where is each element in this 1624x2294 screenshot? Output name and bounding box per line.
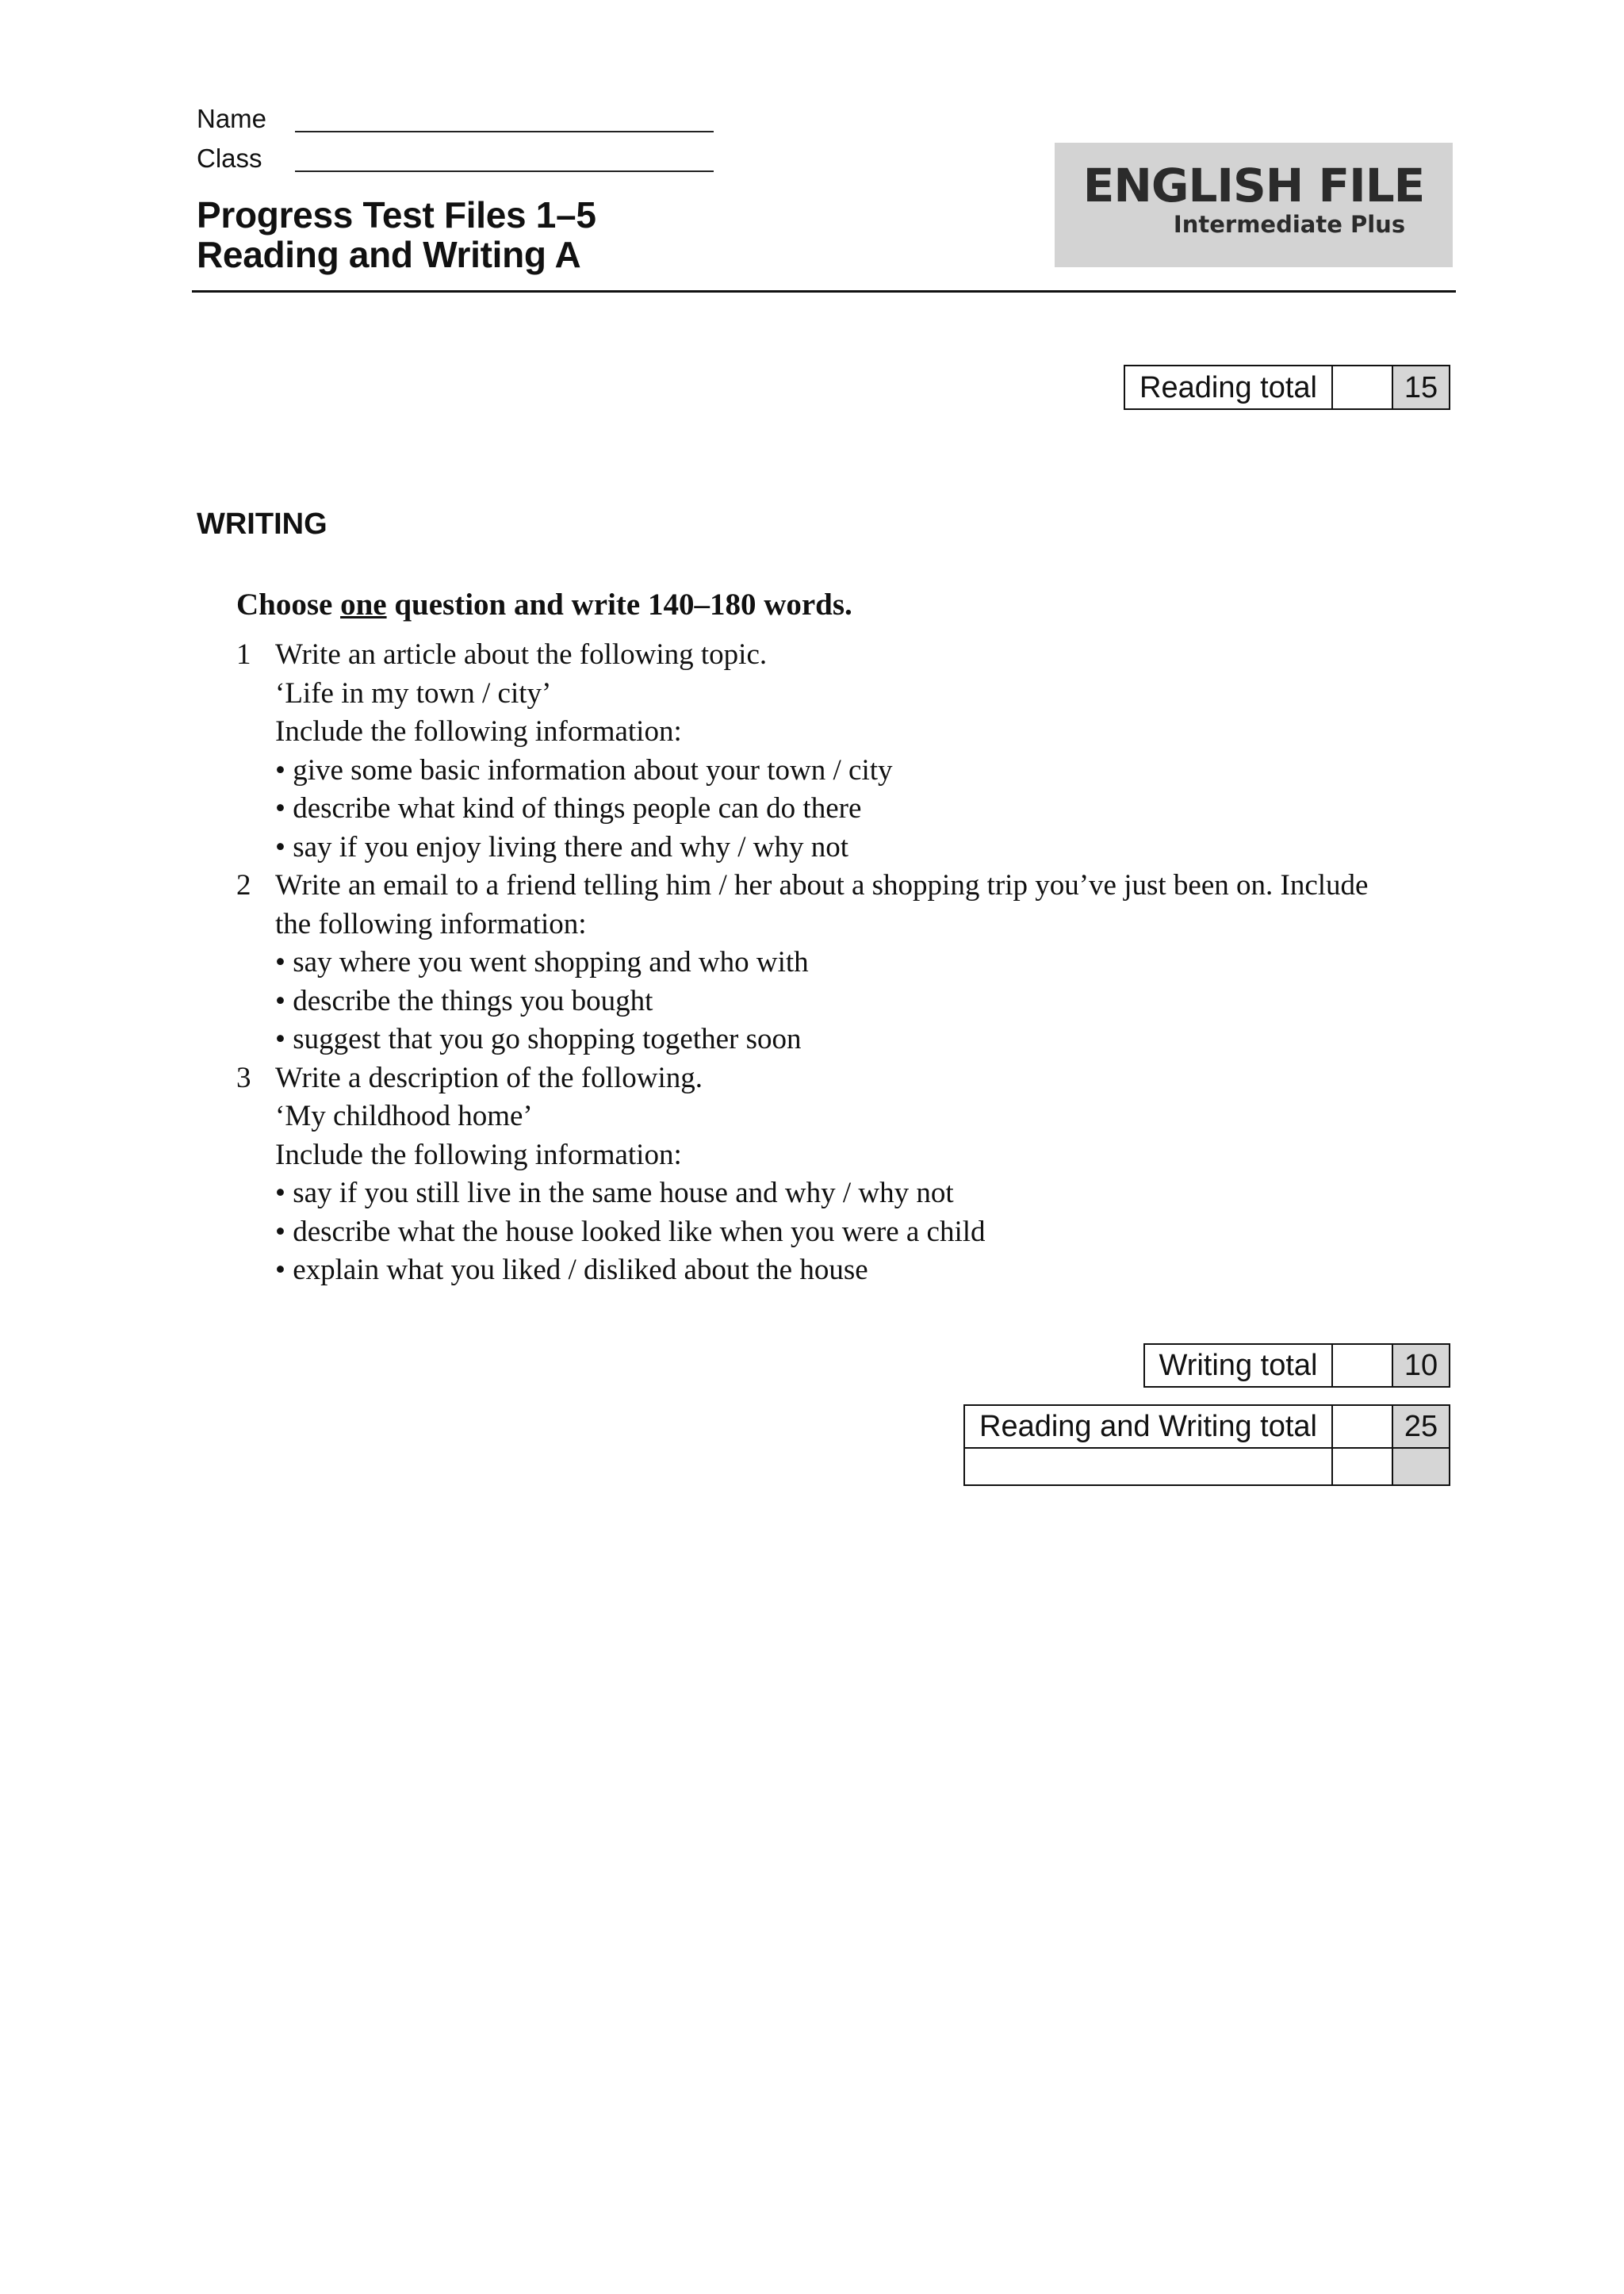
question-bullet: • describe what the house looked like when you were a child	[275, 1215, 986, 1248]
question-list	[236, 636, 1426, 1290]
title-line-1: Progress Test Files 1–5	[197, 194, 596, 236]
question-line: Write a description of the following.	[275, 1061, 703, 1094]
question-bullet: • describe the things you bought	[275, 984, 653, 1017]
combined-total-label: Reading and Writing total	[965, 1406, 1333, 1447]
writing-max-score: 10	[1393, 1345, 1449, 1386]
page-title	[197, 195, 596, 274]
logo-sub-text: Intermediate Plus	[1173, 211, 1406, 238]
writing-heading: WRITING	[197, 507, 327, 541]
combined-extra-score-cell[interactable]	[1333, 1449, 1393, 1484]
question-number: 2	[236, 869, 251, 902]
writing-instruction	[236, 587, 852, 622]
question-line: ‘Life in my town / city’	[275, 676, 552, 710]
combined-extra-max-cell	[1393, 1449, 1449, 1484]
logo-main-text: ENGLISH FILE	[1082, 159, 1425, 213]
class-field[interactable]	[295, 170, 714, 172]
reading-score-field[interactable]	[1333, 366, 1393, 408]
question-bullet: • describe what kind of things people can do there	[275, 792, 862, 825]
question-bullet: • say where you went shopping and who with	[275, 946, 809, 978]
class-label: Class	[197, 144, 262, 173]
reading-max-score: 15	[1393, 366, 1449, 408]
writing-total-box	[1143, 1343, 1450, 1388]
question-2	[236, 867, 1426, 1059]
question-line: Write an article about the following topic.	[275, 638, 768, 671]
question-number: 1	[236, 638, 251, 671]
question-bullet: • say if you still live in the same house and why / why not	[275, 1177, 954, 1209]
instruction-emphasis: one	[340, 588, 387, 622]
question-bullet: • explain what you liked / disliked about the house	[275, 1254, 868, 1286]
question-line: Include the following information:	[275, 715, 682, 748]
combined-score-field[interactable]	[1333, 1406, 1393, 1447]
name-field[interactable]	[295, 131, 714, 132]
question-line: the following information:	[275, 907, 587, 940]
question-bullet: • suggest that you go shopping together soon	[275, 1023, 802, 1055]
reading-total-label: Reading total	[1125, 366, 1333, 408]
combined-total-box	[963, 1404, 1450, 1486]
combined-extra-label-cell	[965, 1449, 1333, 1484]
question-line: Include the following information:	[275, 1138, 682, 1171]
header-divider	[192, 290, 1456, 293]
question-line: Write an email to a friend telling him / her about a shopping trip you’ve just been on. Include	[275, 869, 1369, 902]
question-bullet: • give some basic information about your town / city	[275, 753, 893, 787]
question-3	[236, 1059, 1426, 1290]
question-bullet: • say if you enjoy living there and why / why not	[275, 830, 849, 864]
instruction-pre: Choose	[236, 588, 341, 622]
combined-max-score: 25	[1393, 1406, 1449, 1447]
writing-total-label: Writing total	[1145, 1345, 1333, 1386]
reading-total-box	[1124, 365, 1450, 410]
name-label: Name	[197, 104, 267, 133]
writing-score-field[interactable]	[1333, 1345, 1393, 1386]
english-file-logo	[1055, 143, 1453, 267]
instruction-post: question and write 140–180 words.	[386, 588, 852, 622]
title-line-2: Reading and Writing A	[197, 234, 581, 275]
question-number: 3	[236, 1061, 251, 1094]
question-1	[236, 636, 1426, 867]
question-line: ‘My childhood home’	[275, 1100, 533, 1132]
